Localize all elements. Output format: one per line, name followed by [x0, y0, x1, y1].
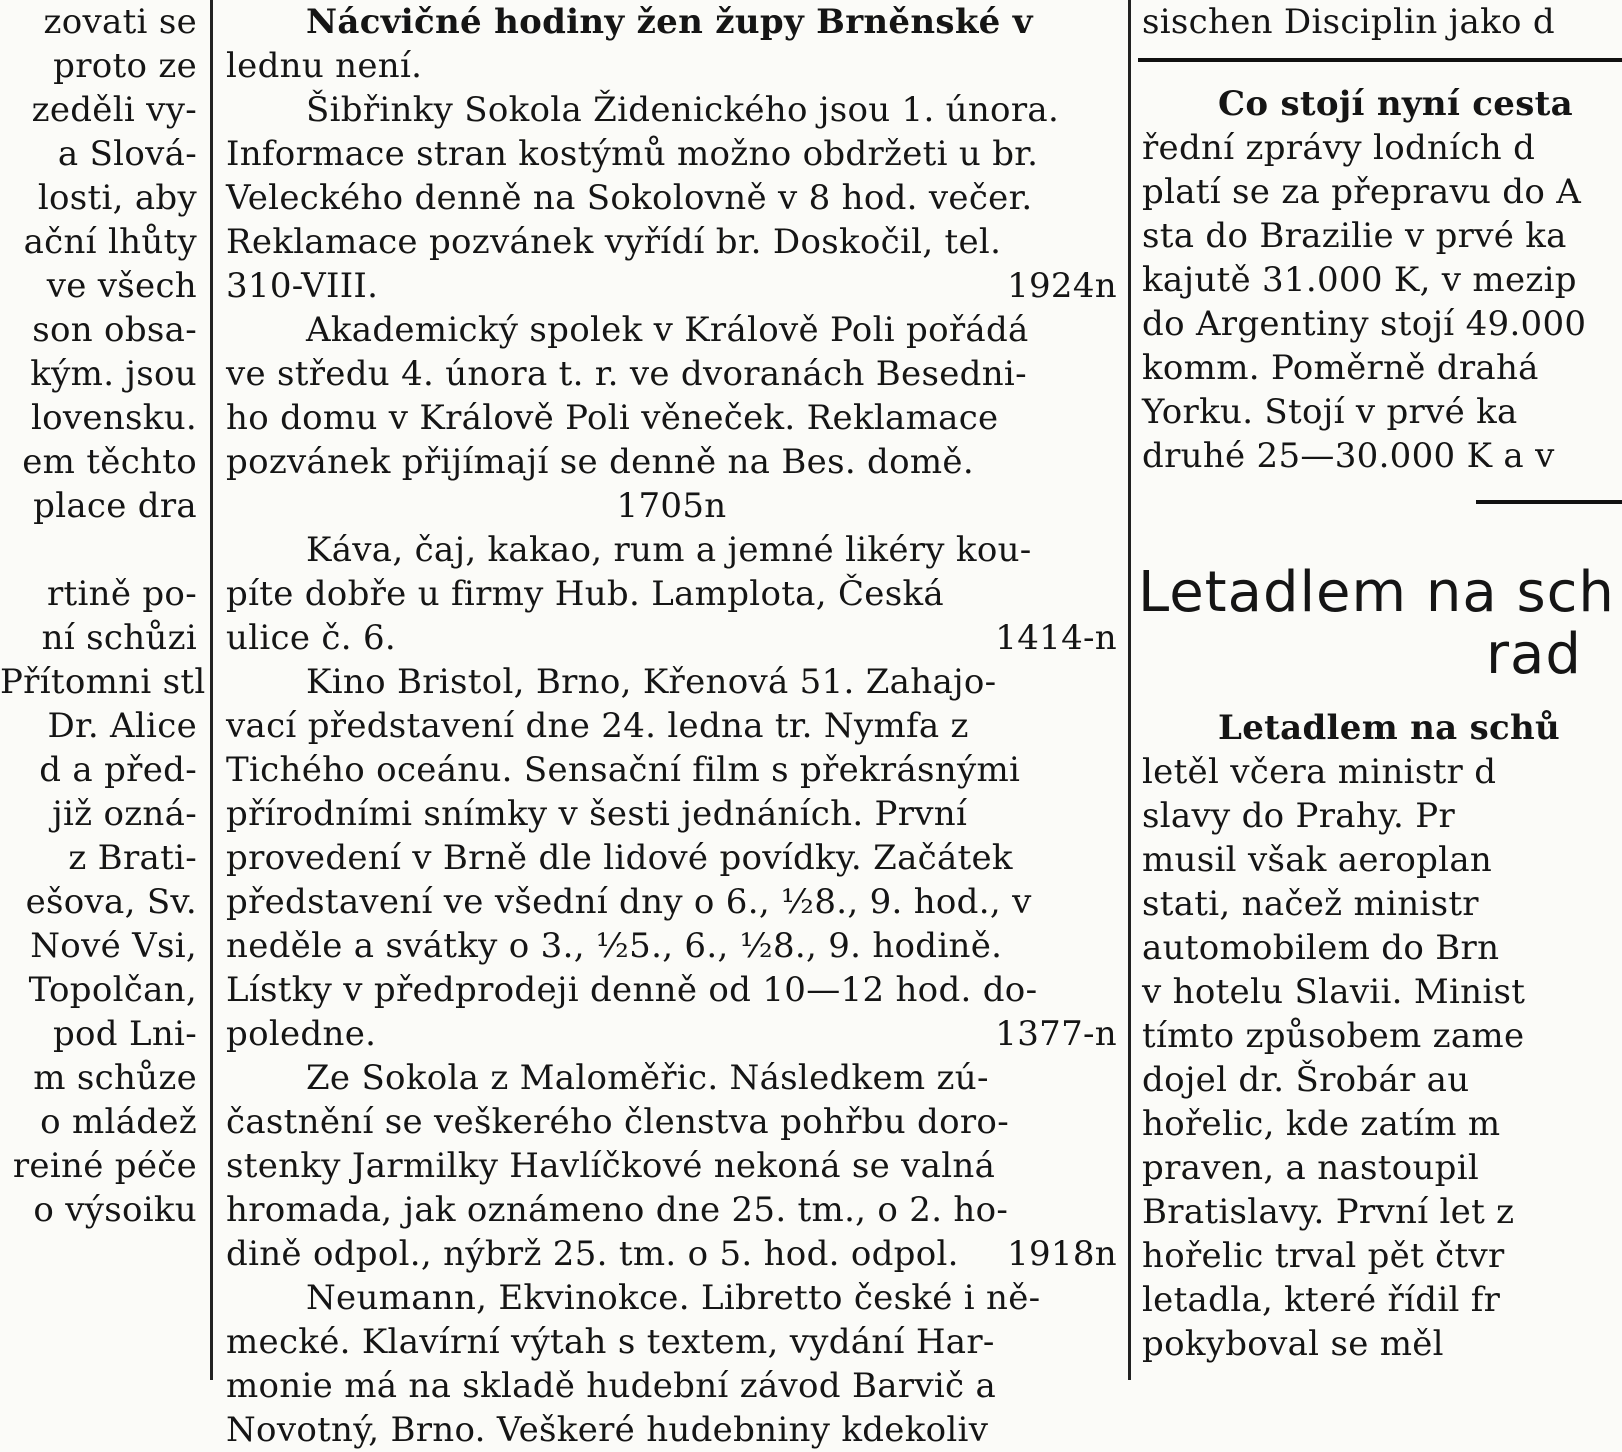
column-rule [1128, 0, 1131, 1380]
left-column-line: d a před- [39, 750, 197, 790]
left-column-line: ešova, Sv. [25, 882, 197, 922]
short-divider [1476, 500, 1622, 504]
classified-line [218, 176, 1123, 220]
article-line: slavy do Prahy. Pr [1142, 796, 1455, 836]
classified-text: provedení v Brně dle lidové povídky. Začátek [226, 838, 1013, 878]
classified-text: představení ve všední dny o 6., ½8., 9. hod., v [226, 882, 1032, 922]
classified-text: Novotný, Brno. Veškeré hudebniny kdekoliv [226, 1410, 989, 1450]
ad-number: 1377-n [995, 1014, 1117, 1054]
left-column-line: son obsa- [32, 310, 197, 350]
classified-text: Káva, čaj, kakao, rum a jemné likéry kou- [306, 530, 1032, 570]
classified-text: přírodními snímky v šesti jednáních. První [226, 794, 968, 834]
travel-prices-block [1138, 82, 1622, 478]
left-column-line: losti, aby [37, 178, 197, 218]
classified-line [218, 704, 1123, 748]
article-line: pokyboval se měl [1142, 1324, 1444, 1364]
classified-line [218, 748, 1123, 792]
article-line: tímto způsobem zame [1142, 1016, 1525, 1056]
classified-line [218, 1232, 1123, 1276]
article-body [1138, 706, 1622, 1366]
left-column-line: rtině po- [46, 574, 197, 614]
classified-line [218, 88, 1123, 132]
classified-text: Nácvičné hodiny žen župy Brněnské v [306, 2, 1033, 42]
classified-text: dině odpol., nýbrž 25. tm. o 5. hod. odpol. [226, 1234, 959, 1274]
classified-line [218, 572, 1123, 616]
left-column-line: lovensku. [30, 398, 197, 438]
classified-text: neděle a svátky o 3., ½5., 6., ½8., 9. hodině. [226, 926, 1003, 966]
classified-text: pozvánek přijímají se denně na Bes. domě. [226, 442, 974, 482]
classified-line [218, 616, 1123, 660]
article-line: automobilem do Brn [1142, 928, 1500, 968]
classified-line [218, 968, 1123, 1012]
classified-line [218, 528, 1123, 572]
left-column-line: reiné péče [12, 1146, 197, 1186]
left-column-line: Topolčan, [28, 970, 197, 1010]
left-column-line: proto ze [53, 46, 197, 86]
left-column-line: ační lhůty [23, 222, 197, 262]
right-top-line: sischen Disciplin jako d [1142, 2, 1555, 42]
left-column-line: Nové Vsi, [30, 926, 197, 966]
travel-prices-line: platí se za přepravu do A [1142, 172, 1582, 212]
classified-text: ho domu v Králově Poli věneček. Reklamace [226, 398, 999, 438]
classified-line [218, 792, 1123, 836]
article-headline: Letadlem na sch [1138, 560, 1615, 625]
ad-number: 1924n [1007, 266, 1117, 306]
travel-prices-line: druhé 25—30.000 K a v [1142, 436, 1555, 476]
classified-column [218, 0, 1123, 1450]
classified-line [218, 44, 1123, 88]
classified-text: monie má na skladě hudební závod Barvič a [226, 1366, 997, 1406]
classified-line [218, 352, 1123, 396]
classified-text: ve středu 4. února t. r. ve dvoranách Besedni- [226, 354, 1027, 394]
article-line: letěl včera ministr d [1142, 752, 1497, 792]
article-line: praven, a nastoupil [1142, 1148, 1480, 1188]
classified-text: Ze Sokola z Maloměřic. Následkem zú- [306, 1058, 989, 1098]
section-divider [1138, 58, 1622, 62]
article-line: dojel dr. Šrobár au [1142, 1060, 1470, 1100]
classified-line [218, 924, 1123, 968]
left-column-line [0, 528, 205, 572]
classified-text: Veleckého denně na Sokolovně v 8 hod. večer. [226, 178, 1033, 218]
classified-line [218, 1100, 1123, 1144]
classified-line [218, 1188, 1123, 1232]
classified-line [218, 660, 1123, 704]
classified-text: vací představení dne 24. ledna tr. Nymfa z [226, 706, 969, 746]
left-column-line: o výsoiku [33, 1190, 197, 1230]
classified-line [218, 1144, 1123, 1188]
column-rule [210, 0, 213, 1380]
classified-text: Informace stran kostýmů možno obdržeti u br. [226, 134, 1039, 174]
right-column [1138, 0, 1622, 1380]
classified-text: mecké. Klavírní výtah s textem, vydání Har- [226, 1322, 995, 1362]
classified-line [218, 880, 1123, 924]
article-line: v hotelu Slavii. Minist [1142, 972, 1526, 1012]
left-column-line: Dr. Alice [47, 706, 197, 746]
travel-prices-line: sta do Brazilie v prvé ka [1142, 216, 1567, 256]
article-headline-continued: rad [1486, 622, 1582, 687]
article-line: musil však aeroplan [1142, 840, 1493, 880]
classified-line [218, 1012, 1123, 1056]
classified-text: Akademický spolek v Králově Poli pořádá [306, 310, 1029, 350]
left-column-line: pod Lni- [52, 1014, 197, 1054]
classified-line [218, 132, 1123, 176]
left-column-line: již ozná- [52, 794, 197, 834]
travel-prices-line: řední zprávy lodních d [1142, 128, 1536, 168]
classified-text: hromada, jak oznámeno dne 25. tm., o 2. ho- [226, 1190, 1009, 1230]
classified-line [218, 264, 1123, 308]
travel-prices-line: Yorku. Stojí v prvé ka [1142, 392, 1518, 432]
classified-line [218, 836, 1123, 880]
classified-text: píte dobře u firmy Hub. Lamplota, Česká [226, 574, 944, 614]
classified-line [218, 1320, 1123, 1364]
left-column-line: z Brati- [68, 838, 197, 878]
classified-text: 1705n [616, 486, 727, 526]
left-column-line: kým. jsou [30, 354, 197, 394]
travel-prices-line: Co stojí nyní cesta [1218, 84, 1574, 124]
classified-text: Reklamace pozvánek vyřídí br. Doskočil, tel. [226, 222, 1002, 262]
article-line: Bratislavy. První let z [1142, 1192, 1515, 1232]
ad-number: 1414-n [995, 618, 1117, 658]
article-line: Letadlem na schů [1218, 708, 1561, 748]
classified-text: Kino Bristol, Brno, Křenová 51. Zahajo- [306, 662, 997, 702]
left-column-line: zovati se [43, 2, 197, 42]
left-column-line: zeděli vy- [31, 90, 197, 130]
classified-line [218, 440, 1123, 484]
left-column-line: em těchto [22, 442, 197, 482]
classified-line [218, 220, 1123, 264]
classified-text: ulice č. 6. [226, 618, 397, 658]
left-column-line: ve všech [46, 266, 197, 306]
classified-text: lednu není. [226, 46, 423, 86]
classified-line [218, 1408, 1123, 1452]
classified-line [218, 1056, 1123, 1100]
classified-text: Lístky v předprodeji denně od 10—12 hod. do- [226, 970, 1038, 1010]
ad-number: 1918n [1007, 1234, 1117, 1274]
classified-text: častnění se veškerého členstva pohřbu doro- [226, 1102, 1009, 1142]
left-column-line: ní schůzi [41, 618, 197, 658]
classified-text: Neumann, Ekvinokce. Libretto české i ně- [306, 1278, 1041, 1318]
article-line: hořelic, kde zatím m [1142, 1104, 1501, 1144]
classified-text: stenky Jarmilky Havlíčkové nekoná se valná [226, 1146, 996, 1186]
classified-line [218, 0, 1123, 44]
classified-line [218, 308, 1123, 352]
travel-prices-line: komm. Poměrně drahá [1142, 348, 1539, 388]
classified-text: Tichého oceánu. Sensační film s překrásnými [226, 750, 1021, 790]
classified-line [218, 1364, 1123, 1408]
travel-prices-line: kajutě 31.000 K, v mezip [1142, 260, 1577, 300]
classified-line [218, 484, 1123, 528]
left-column-line: a Slová- [57, 134, 197, 174]
left-column-line: place dra [33, 486, 197, 526]
left-column-line: Přítomni stl [0, 662, 206, 702]
travel-prices-line: do Argentiny stojí 49.000 [1142, 304, 1587, 344]
left-column-line: m schůze [33, 1058, 197, 1098]
article-line: hořelic trval pět čtvr [1142, 1236, 1505, 1276]
classified-line [218, 1276, 1123, 1320]
article-line: letadla, které řídil fr [1142, 1280, 1501, 1320]
classified-text: Šibřinky Sokola Židenického jsou 1. února. [306, 90, 1060, 130]
left-column-line: o mládež [40, 1102, 197, 1142]
classified-text: 310-VIII. [226, 266, 379, 306]
article-line: stati, načež ministr [1142, 884, 1479, 924]
classified-text: poledne. [226, 1014, 377, 1054]
left-column [0, 0, 205, 1380]
classified-line [218, 396, 1123, 440]
